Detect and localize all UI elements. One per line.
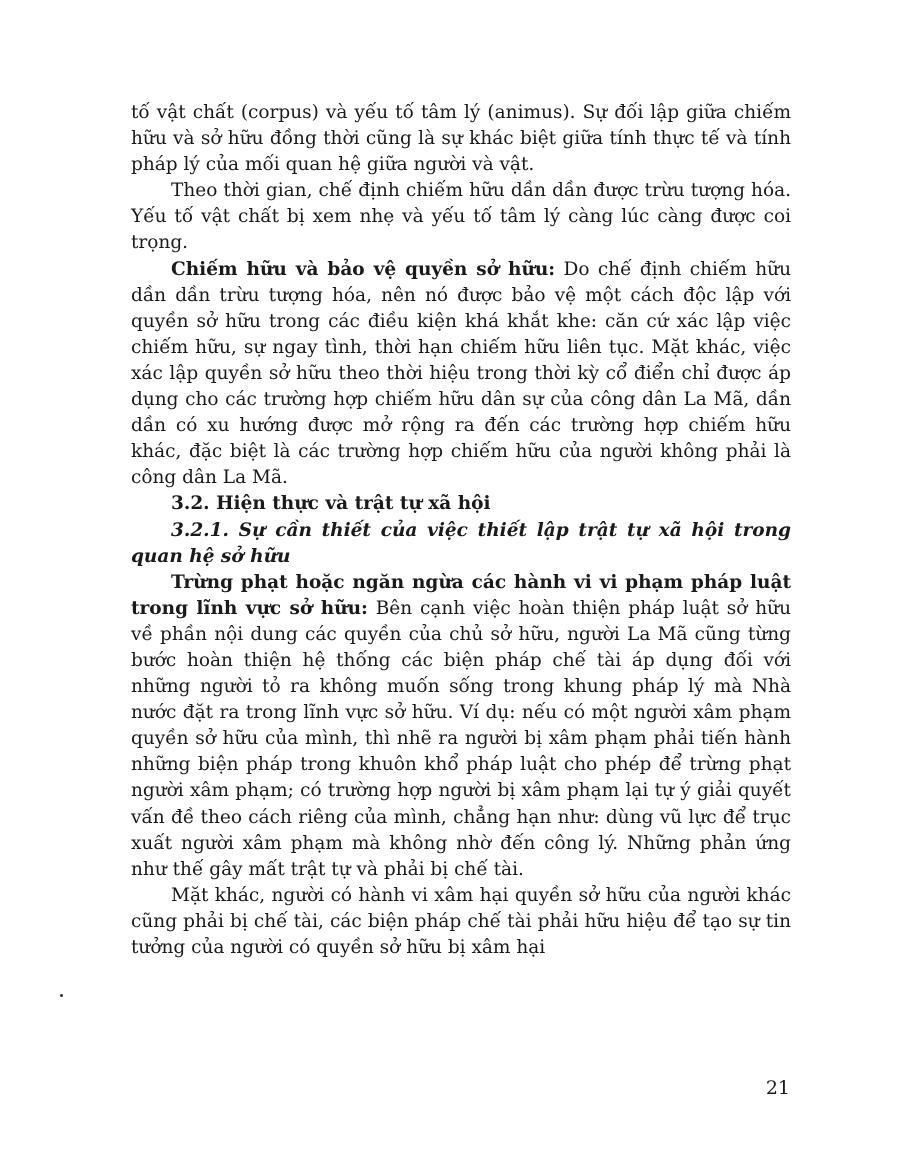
paragraph-possession-protection	[131, 257, 791, 492]
page-body	[131, 100, 791, 961]
paragraph-continuation: tố vật chất (corpus) và yếu tố tâm lý (animus). Sự đối lập giữa chiếm hữu và sở hữu đồng thời cũng là sự khác biệt giữa tính thực tế và tính pháp lý của mối quan hệ giữa người và vật.	[131, 102, 791, 176]
paragraph-text: Bên cạnh việc hoàn thiện pháp luật sở hữu về phần nội dung các quyền của chủ sở hữu, người La Mã cũng từng bước hoàn thiện hệ thống các biện pháp chế tài áp dụng đối với những người tỏ ra không muốn sống trong khung pháp lý mà Nhà nước đặt ra trong lĩnh vực sở hữu. Ví dụ: nếu có một người xâm phạm quyền sở hữu của mình, thì nhẽ ra người bị xâm phạm phải tiến hành những biện pháp trong khuôn khổ pháp luật cho phép để trừng phạt người xâm phạm; có trường hợp người bị xâm phạm lại tự ý giải quyết vấn đề theo cách riêng của mình, chẳng hạn như: dùng vũ lực để trục xuất người xâm phạm mà không nhờ đến công lý. Những phản ứng như thế gây mất trật tự và phải bị chế tài.	[131, 597, 791, 880]
scan-speck	[60, 994, 63, 997]
section-heading: 3.2. Hiện thực và trật tự xã hội	[171, 493, 491, 515]
paragraph-text: Do chế định chiếm hữu dần dần trừu tượng hóa, nên nó được bảo vệ một cách độc lập với quyền sở hữu trong các điều kiện khá khắt khe: căn cứ xác lập việc chiếm hữu, sự ngay tình, thời hạn chiếm hữu liên tục. Mặt khác, việc xác lập quyền sở hữu theo thời hiệu trong thời kỳ cổ điển chỉ được áp dụng cho các trường hợp chiếm hữu dân sự của công dân La Mã, dần dần có xu hướng được mở rộng ra đến các trường hợp chiếm hữu khác, đặc biệt là các trường hợp chiếm hữu của người không phải là công dân La Mã.	[131, 258, 792, 489]
paragraph-punishment	[131, 570, 791, 883]
paragraph-lead-term: Chiếm hữu và bảo vệ quyền sở hữu:	[171, 258, 556, 280]
paragraph-sanctions: Mặt khác, người có hành vi xâm hại quyền sở hữu của người khác cũng phải bị chế tài, các biện pháp chế tài phải hữu hiệu để tạo sự tin tưởng của người có quyền sở hữu bị xâm hại	[131, 884, 791, 958]
subsection-heading: 3.2.1. Sự cần thiết của việc thiết lập trật tự xã hội trong quan hệ sở hữu	[131, 519, 791, 567]
paragraph-abstraction: Theo thời gian, chế định chiếm hữu dần dần được trừu tượng hóa. Yếu tố vật chất bị xem nhẹ và yếu tố tâm lý càng lúc càng được coi trọng.	[131, 180, 791, 254]
paragraph-lead-term: Trừng phạt hoặc ngăn ngừa các hành vi vi phạm pháp luật trong lĩnh vực sở hữu:	[131, 571, 791, 619]
page-number: 21	[765, 1077, 790, 1099]
